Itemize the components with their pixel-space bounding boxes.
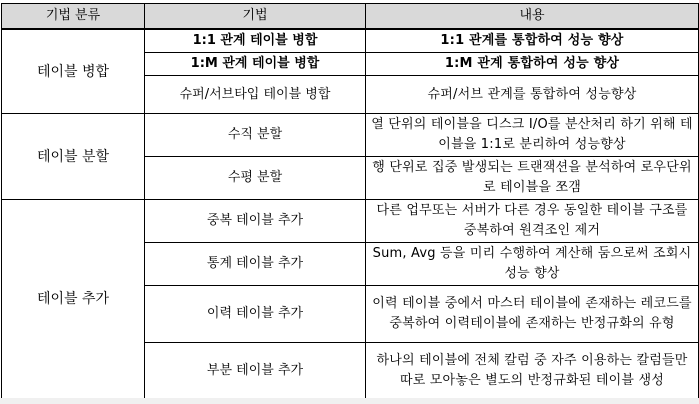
header-technique: 기법: [145, 4, 366, 30]
header-row: [2, 4, 699, 30]
technique-cell: 슈퍼/서브타입 테이블 병합: [145, 76, 366, 114]
category-cell: 테이블 추가: [2, 200, 145, 399]
technique-cell: 중복 테이블 추가: [145, 200, 366, 243]
denormalization-table: [1, 3, 699, 399]
technique-cell: 통계 테이블 추가: [145, 243, 366, 286]
technique-cell: 수직 분할: [145, 114, 366, 157]
description-cell: 슈퍼/서브 관계를 통합하여 성능향상: [366, 76, 699, 114]
header-description: 내용: [366, 4, 699, 30]
description-cell: 열 단위의 테이블을 디스크 I/O를 분산처리 하기 위해 테이블을 1:1로 분리하여 성능향상: [366, 114, 699, 157]
table-row: [2, 29, 699, 53]
description-cell: 행 단위로 집중 발생되는 트랜잭션을 분석하여 로우단위로 테이블을 쪼갬: [366, 157, 699, 200]
description-cell: 1:1 관계를 통합하여 성능 향상: [366, 29, 699, 53]
description-cell: 이력 테이블 중에서 마스터 테이블에 존재하는 레코드를 중복하여 이력테이블에 존재하는 반정규화의 유형: [366, 286, 699, 343]
category-cell: 테이블 분할: [2, 114, 145, 200]
description-cell: 다른 업무또는 서버가 다른 경우 동일한 테이블 구조를 중복하여 원격조인 제거: [366, 200, 699, 243]
description-cell: 하나의 테이블에 전체 칼럼 중 자주 이용하는 칼럼들만 따로 모아놓은 별도의 반정규화된 테이블 생성: [366, 343, 699, 399]
technique-cell: 부분 테이블 추가: [145, 343, 366, 399]
technique-cell: 이력 테이블 추가: [145, 286, 366, 343]
table-row: [2, 114, 699, 157]
category-cell: 테이블 병합: [2, 29, 145, 114]
table-row: [2, 200, 699, 243]
technique-cell: 1:1 관계 테이블 병합: [145, 29, 366, 53]
technique-cell: 수평 분할: [145, 157, 366, 200]
page-bottom-edge: [0, 398, 699, 404]
header-category: 기법 분류: [2, 4, 145, 30]
description-cell: Sum, Avg 등을 미리 수행하여 계산해 둠으로써 조회시 성능 향상: [366, 243, 699, 286]
technique-cell: 1:M 관계 테이블 병합: [145, 53, 366, 76]
description-cell: 1:M 관계 통합하여 성능 향상: [366, 53, 699, 76]
